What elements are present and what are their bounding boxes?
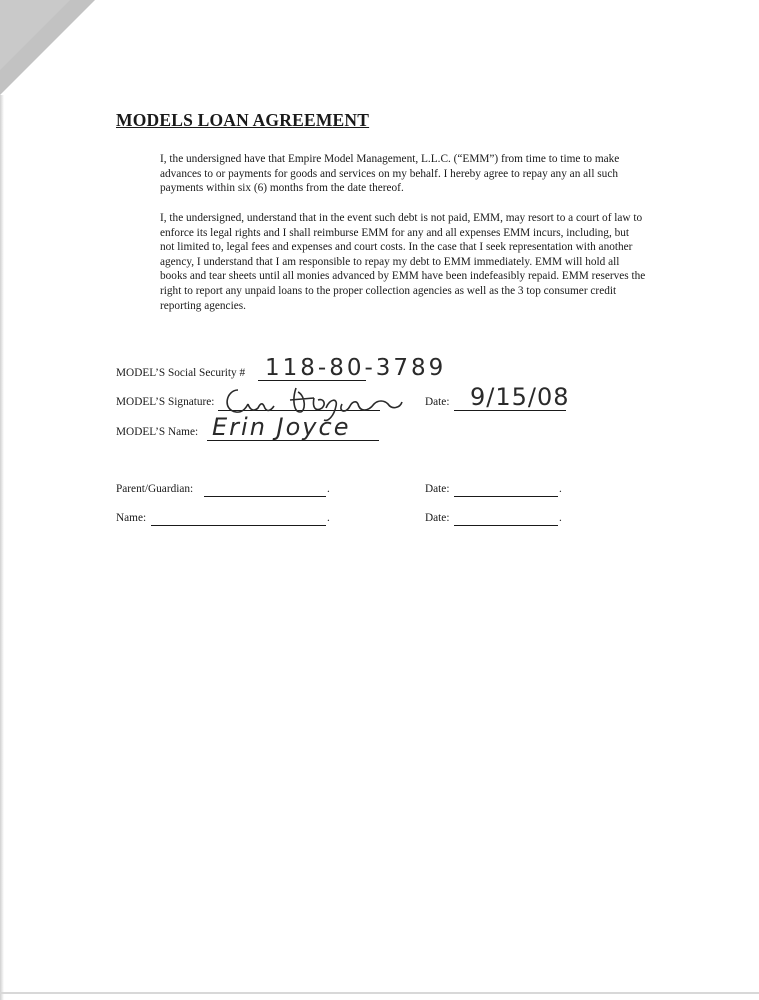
parent-date-label: Date:: [425, 483, 450, 495]
date-handwritten-value: 9/15/08: [470, 383, 570, 411]
paragraph-debt-terms: I, the undersigned, understand that in the event such debt is not paid, EMM, may resort to a court of law to enforce its legal rights and I shall reimburse EMM for any and all expenses EMM incurs, including, but not limited to, legal fees and expenses and court costs. In the case that I seek representation with another agency, I understand that I am responsible to repay my debt to EMM immediately. EMM will hold all books and tear sheets until all monies advanced by EMM have been indefeasibly repaid. EMM reserves the right to report any unpaid loans to the proper collection agencies as well as the 3 top consumer credit reporting agencies.: [160, 212, 646, 312]
parent-date-period: .: [559, 483, 562, 495]
signature-label: MODEL’S Signature:: [116, 396, 215, 408]
parent-guardian-period: .: [327, 483, 330, 495]
date-label: Date:: [425, 396, 450, 408]
guardian-date-period: .: [559, 512, 562, 524]
guardian-name-line[interactable]: [151, 525, 326, 526]
document-title: MODELS LOAN AGREEMENT: [116, 110, 370, 130]
guardian-date-label: Date:: [425, 512, 450, 524]
scan-left-edge: [0, 95, 4, 1000]
model-name-handwritten-value: Erin Joyce: [212, 413, 351, 441]
ssn-handwritten-value: 118-80-3789: [265, 355, 447, 381]
page-corner-fold-inner: [0, 0, 70, 70]
ssn-label: MODEL’S Social Security #: [116, 367, 246, 379]
scan-bottom-edge: [0, 992, 759, 994]
paragraph-advances: I, the undersigned have that Empire Model Management, L.L.C. (“EMM”) from time to time to make advances to or payments for goods and services on my behalf. I hereby agree to repay any an all such payments within six (6) months from the date thereof.: [160, 153, 620, 195]
parent-guardian-label: Parent/Guardian:: [116, 483, 194, 495]
guardian-name-label: Name:: [116, 512, 147, 524]
guardian-date-line[interactable]: [454, 525, 558, 526]
parent-guardian-line[interactable]: [204, 496, 326, 497]
model-name-label: MODEL’S Name:: [116, 426, 199, 438]
parent-date-line[interactable]: [454, 496, 558, 497]
guardian-name-period: .: [327, 512, 330, 524]
